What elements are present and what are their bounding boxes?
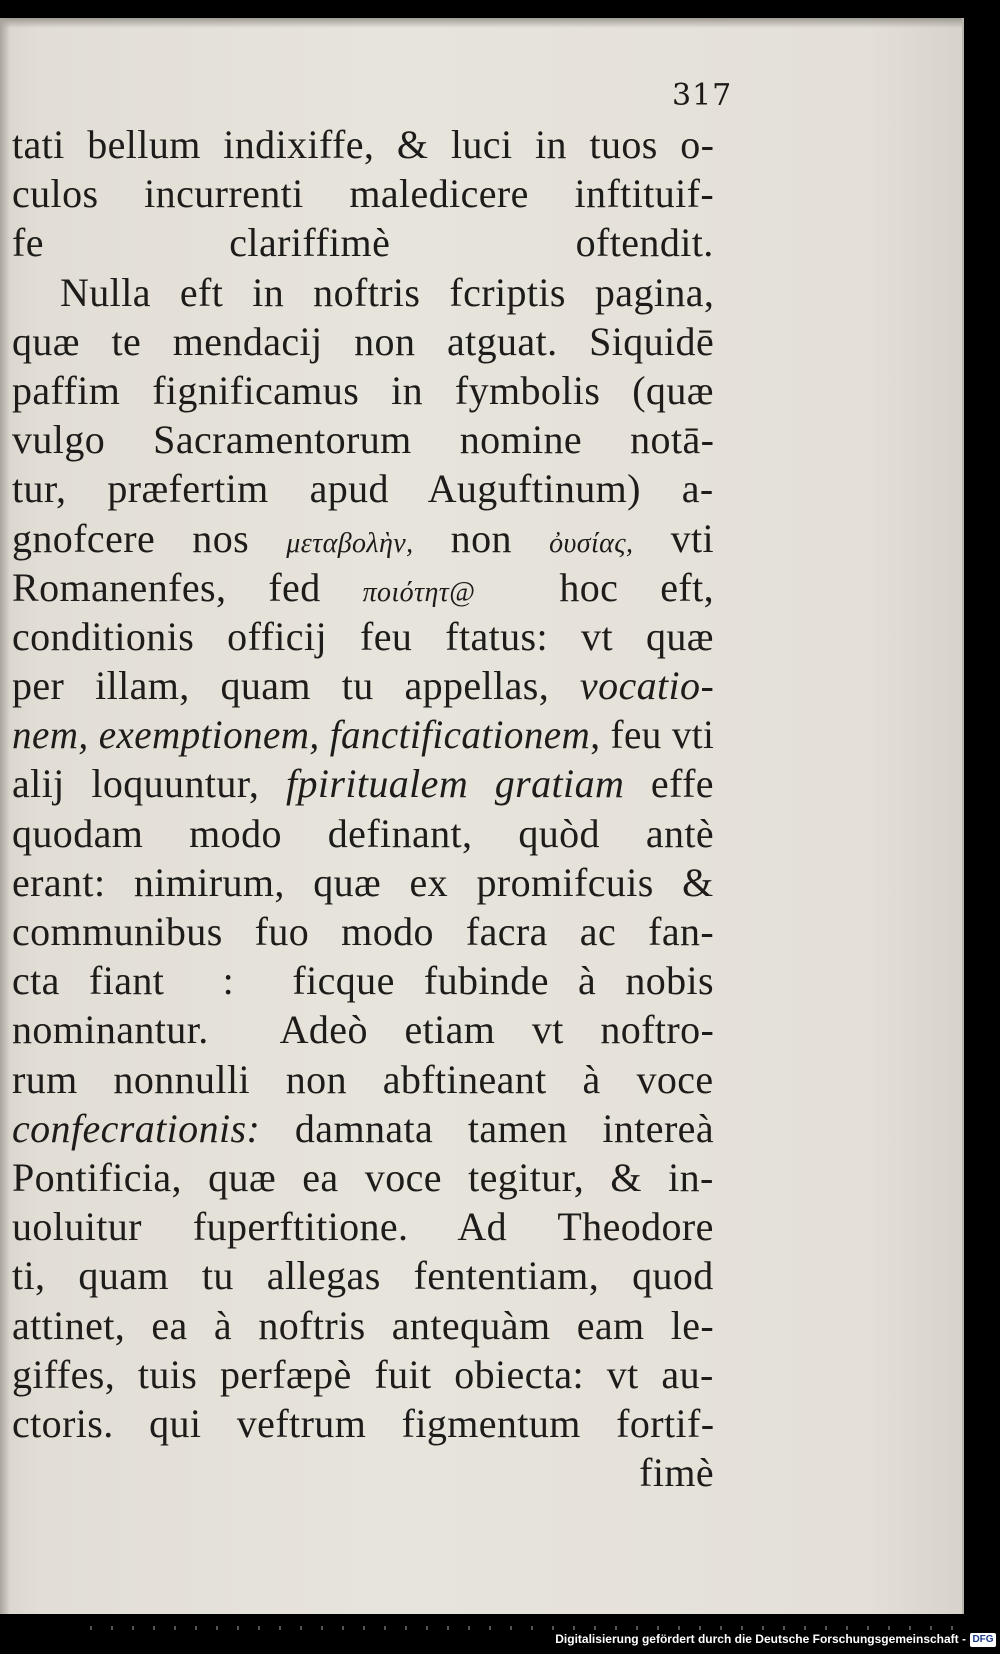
text-line: [12, 514, 714, 563]
text-line: [12, 858, 714, 907]
greek-word: ὀυσίας,: [549, 527, 634, 559]
text-line: [12, 661, 714, 710]
text-segment: rum nonnulli non abftineant à voce: [12, 1056, 714, 1102]
text-segment: paffim fignificamus in fymbolis (quæ: [12, 367, 714, 413]
italic-text: fpiritualem gratiam: [285, 761, 625, 807]
text-segment: communibus fuo modo facra ac fan-: [12, 909, 715, 954]
text-line-content: [12, 218, 714, 267]
text-segment: per illam, quam tu appellas,: [12, 663, 580, 709]
text-line-content: [12, 759, 714, 808]
text-segment: ti, quam tu allegas fententiam, quod: [12, 1253, 714, 1299]
text-line: [12, 759, 714, 808]
text-line: [12, 317, 714, 366]
text-segment: tati bellum indixiffe, & luci in tuos o-: [12, 122, 715, 167]
text-line-content: [12, 858, 714, 907]
scan-ruler-ticks: [90, 1626, 960, 1630]
text-line: [12, 907, 714, 956]
text-segment: non: [413, 515, 550, 561]
text-line: [12, 956, 714, 1005]
text-line: [12, 1301, 714, 1350]
text-segment: hoc eft,: [475, 564, 715, 610]
text-line: [12, 1350, 714, 1399]
text-segment: Pontificia, quæ ea voce tegitur, & in-: [12, 1154, 714, 1200]
text-line: [12, 120, 714, 169]
italic-text: confecrationis:: [12, 1105, 261, 1151]
text-line-content: [12, 956, 714, 1005]
body-text: [12, 120, 714, 1497]
text-line: [12, 809, 714, 858]
greek-word: μεταβολὴν,: [286, 527, 414, 559]
text-line: [12, 415, 714, 464]
text-line: [12, 1104, 714, 1153]
text-segment: uoluitur fuperftitione. Ad Theodore: [12, 1204, 714, 1250]
text-line-content: [12, 514, 714, 568]
text-line-content: [12, 1104, 714, 1153]
text-line-content: [12, 1055, 714, 1104]
text-line: [12, 1153, 714, 1202]
page-binding-edge: [0, 18, 10, 1614]
text-line-content: [12, 1350, 714, 1399]
text-segment: , feu vti: [590, 712, 715, 758]
text-line-content: [12, 1202, 714, 1251]
text-line-content: [12, 661, 714, 710]
text-segment: fe clariffimè oftendit.: [12, 220, 714, 266]
text-line: [12, 1448, 714, 1497]
text-line-content: [60, 268, 714, 317]
text-segment: effe: [624, 761, 714, 807]
text-line-content: [12, 1005, 714, 1054]
text-segment: quæ te mendacij non atguat. Siquidē: [12, 318, 715, 364]
text-line: [12, 612, 714, 661]
italic-text: nem, exemptionem, fanctificationem: [12, 712, 591, 758]
text-line: [12, 563, 714, 612]
greek-word: ποιότητ@: [362, 576, 476, 608]
digitization-credit: Digitalisierung gefördert durch die Deutsche Forschungsgemeinschaft -: [555, 1632, 966, 1646]
text-segment: fimè: [639, 1450, 714, 1496]
text-line-content: [12, 1301, 714, 1350]
text-line-content: [12, 1153, 714, 1202]
text-line: [12, 1399, 714, 1448]
text-segment: quodam modo definant, quòd antè: [12, 810, 715, 856]
italic-text: vocatio-: [579, 663, 715, 709]
text-line: [12, 1251, 714, 1300]
text-segment: Nulla eft in noftris fcriptis pagina,: [60, 269, 715, 315]
text-segment: Romanenfes, fed: [12, 564, 363, 610]
text-line: [12, 268, 714, 317]
text-line-content: [12, 120, 714, 169]
text-line-content: [12, 366, 714, 415]
page-top-shadow: [0, 18, 962, 28]
text-segment: giffes, tuis perfæpè fuit obiecta: vt au-: [12, 1351, 714, 1397]
text-line-content: [12, 317, 714, 366]
text-line-content: [12, 169, 714, 218]
text-line-content: [12, 1399, 714, 1448]
text-line: [12, 218, 714, 267]
text-segment: cta fiant : ficque fubinde à nobis: [12, 958, 714, 1004]
text-line-content: [12, 1251, 714, 1300]
dfg-logo-badge: DFG: [970, 1633, 996, 1647]
text-line: [12, 710, 714, 759]
text-segment: ctoris. qui veftrum figmentum fortif-: [12, 1400, 715, 1446]
text-line: [12, 464, 714, 513]
text-segment: erant: nimirum, quæ ex promifcuis &: [12, 859, 714, 905]
text-line: [12, 1005, 714, 1054]
text-line-content: [12, 563, 714, 617]
text-line-content: [12, 907, 714, 956]
text-segment: gnofcere nos: [12, 515, 287, 561]
text-segment: damnata tamen intereà: [260, 1105, 714, 1151]
text-segment: tur, præfertim apud Auguftinum) a-: [12, 466, 714, 512]
text-line-content: [12, 809, 714, 858]
page-number: 317: [672, 78, 733, 113]
text-segment: nominantur. Adeò etiam vt noftro-: [12, 1007, 715, 1053]
scanned-page: [0, 18, 964, 1614]
text-line-content: [12, 612, 714, 661]
scan-footer-strip: [0, 1614, 1000, 1654]
text-line-content: [12, 710, 714, 759]
text-segment: culos incurrenti maledicere inftituif-: [12, 171, 715, 217]
text-segment: conditionis officij feu ftatus: vt quæ: [12, 613, 714, 659]
text-line: [12, 169, 714, 218]
text-segment: alij loquuntur,: [12, 761, 286, 807]
text-segment: vulgo Sacramentorum nomine notā-: [12, 417, 715, 463]
text-line: [12, 1055, 714, 1104]
text-line-content: [12, 415, 714, 464]
text-line-content: [12, 464, 714, 513]
text-line: [12, 1202, 714, 1251]
text-line-content: [639, 1448, 714, 1497]
text-line: [12, 366, 714, 415]
text-segment: attinet, ea à noftris antequàm eam le-: [12, 1302, 715, 1348]
text-segment: vti: [633, 515, 715, 561]
